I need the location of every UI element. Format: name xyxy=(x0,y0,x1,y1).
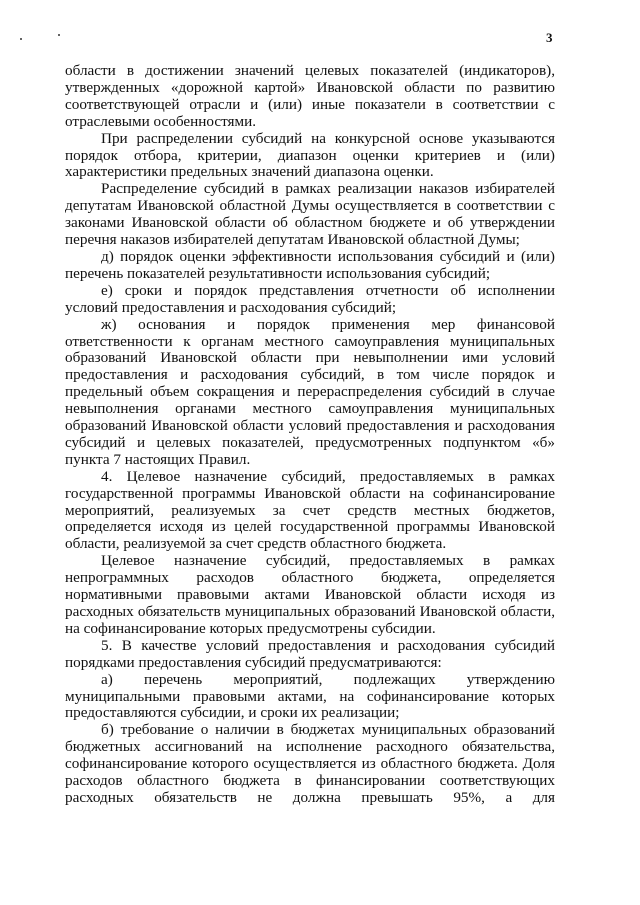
text-line: предоставления и расходования субсидий, в том числе порядок и xyxy=(65,366,555,384)
paragraph xyxy=(65,283,555,317)
text-line: д) порядок оценки эффективности использования субсидий и (или) xyxy=(101,247,555,265)
text-line: ответственности к органам местного самоуправления муниципальных xyxy=(65,332,555,350)
text-line: перечня наказов избирателей депутатам Ивановской областной Думы; xyxy=(65,231,520,249)
text-line: определяется исходя из целей государственной программы Ивановской xyxy=(65,518,555,536)
text-line: При распределении субсидий на конкурсной основе указываются xyxy=(101,129,555,147)
paragraph xyxy=(65,638,555,672)
text-line: порядок отбора, критерии, диапазон оценки критериев и (или) xyxy=(65,146,555,164)
text-line: на софинансирование которых предусмотрены субсидии. xyxy=(65,619,436,637)
text-line: предоставляются субсидии, и сроки их реализации; xyxy=(65,704,400,722)
text-line: образований Ивановской области при невыполнении ими условий xyxy=(65,349,555,367)
paragraph xyxy=(65,672,555,723)
text-line: непрограммных расходов областного бюджета, определяется xyxy=(65,569,555,587)
page-number: 3 xyxy=(546,30,553,45)
text-line: субсидий и целевых показателей, предусмотренных подпунктом «б» xyxy=(65,433,555,451)
paragraph xyxy=(65,553,555,638)
text-line: 5. В качестве условий предоставления и расходования субсидий xyxy=(101,636,555,654)
paragraph xyxy=(65,131,555,182)
document-body xyxy=(65,63,555,807)
scan-speck xyxy=(20,38,22,40)
text-line: ж) основания и порядок применения мер финансовой xyxy=(101,315,555,333)
text-line: бюджетных ассигнований на исполнение расходного обязательства, xyxy=(65,738,555,756)
text-line: области в достижении значений целевых показателей (индикаторов), xyxy=(65,62,555,79)
text-line: отраслевыми особенностями. xyxy=(65,112,257,130)
paragraph xyxy=(65,722,555,807)
text-line: нормативными правовыми актами Ивановской области исходя из xyxy=(65,586,555,604)
scan-speck xyxy=(58,34,60,36)
paragraph xyxy=(65,63,555,131)
text-line: мероприятий, реализуемых за счет средств местных бюджетов, xyxy=(65,501,555,519)
text-line: невыполнения органами местного самоуправления муниципальных xyxy=(65,400,555,418)
text-line: государственной программы Ивановской области на софинансирование xyxy=(65,484,555,502)
text-line: 4. Целевое назначение субсидий, предоставляемых в рамках xyxy=(101,467,555,485)
text-line: условий предоставления и расходования субсидий; xyxy=(65,298,397,316)
text-line: б) требование о наличии в бюджетах муниципальных образований xyxy=(101,721,555,739)
text-line: расходных обязательств не должна превышать 95%, а для xyxy=(65,788,555,806)
text-line: Распределение субсидий в рамках реализации наказов избирателей xyxy=(101,180,555,198)
text-line: образований Ивановской области условий предоставления и расходования xyxy=(65,417,555,435)
text-line: области, реализуемой за счет средств областного бюджета. xyxy=(65,535,447,553)
text-line: порядками предоставления субсидий предусматриваются: xyxy=(65,653,442,671)
text-line: характеристики предельных значений диапазона оценки. xyxy=(65,163,434,181)
text-line: предельный объем сокращения и перераспределения субсидий в случае xyxy=(65,383,555,401)
text-line: утвержденных «дорожной картой» Ивановской области по развитию xyxy=(65,78,555,96)
text-line: муниципальными правовыми актами, на софинансирование которых xyxy=(65,687,555,705)
text-line: пункта 7 настоящих Правил. xyxy=(65,450,251,468)
paragraph xyxy=(65,469,555,554)
text-line: депутатам Ивановской областной Думы осуществляется в соответствии с xyxy=(65,197,555,215)
text-line: соответствующей отрасли и (или) иные показатели в соответствии с xyxy=(65,95,555,113)
text-line: софинансирование которого осуществляется из областного бюджета. Доля xyxy=(65,755,555,773)
text-line: Целевое назначение субсидий, предоставляемых в рамках xyxy=(101,552,555,570)
paragraph xyxy=(65,249,555,283)
text-line: е) сроки и порядок представления отчетности об исполнении xyxy=(101,281,555,299)
paragraph xyxy=(65,181,555,249)
text-line: законами Ивановской области об областном бюджете и об утверждении xyxy=(65,214,555,232)
text-line: расходов областного бюджета в финансировании соответствующих xyxy=(65,772,555,790)
text-line: расходных обязательств муниципальных образований Ивановской области, xyxy=(65,603,555,620)
text-line: перечень показателей результативности использования субсидий; xyxy=(65,264,491,282)
text-line: а) перечень мероприятий, подлежащих утверждению xyxy=(101,670,555,688)
paragraph xyxy=(65,317,555,469)
